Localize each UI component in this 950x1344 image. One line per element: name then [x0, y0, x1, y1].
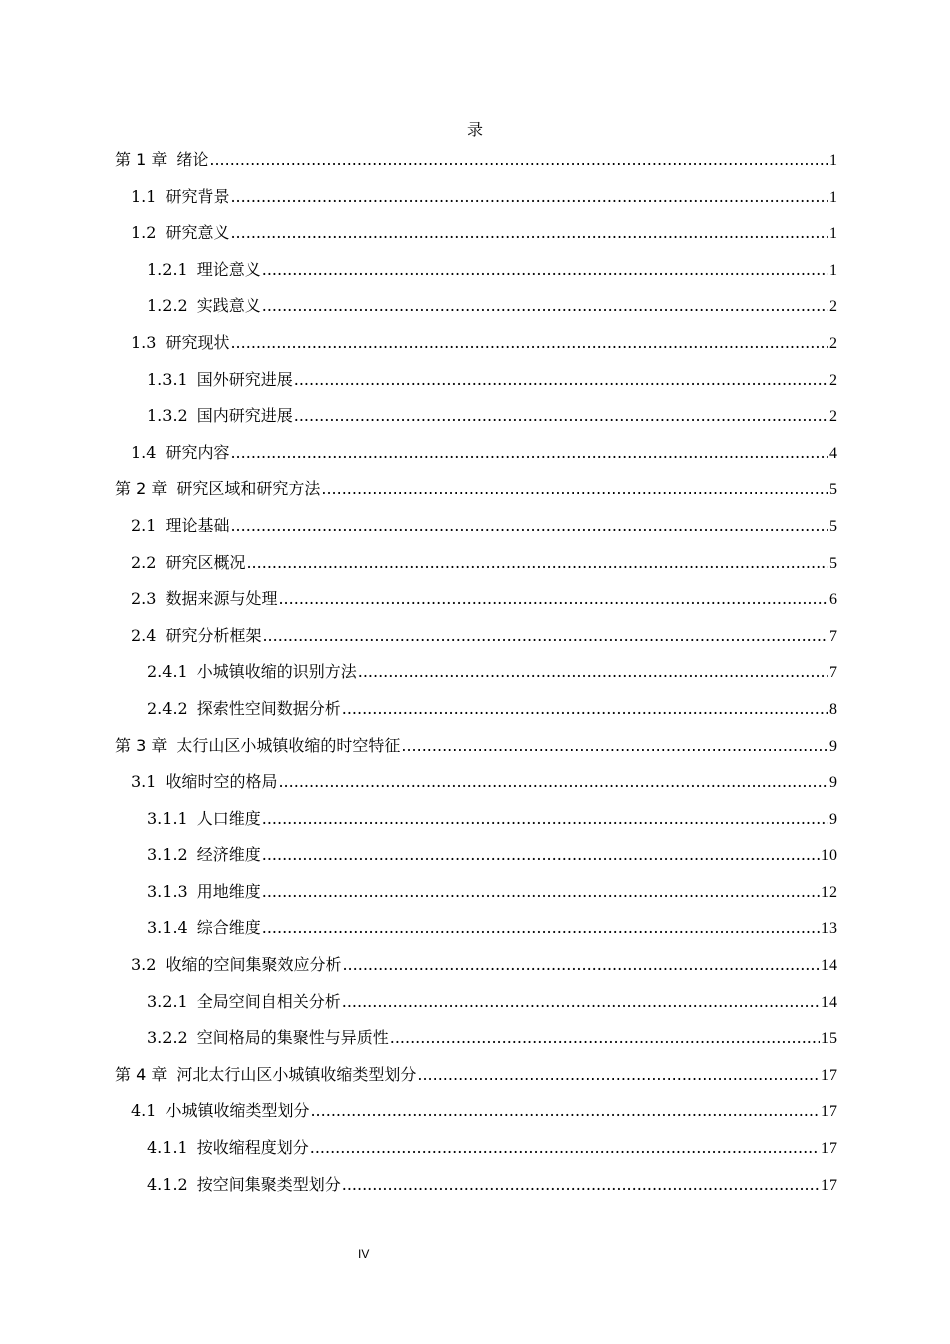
- toc-entry-page: 2: [829, 408, 837, 426]
- toc-entry[interactable]: [115, 581, 837, 618]
- toc-entry-page: 1: [829, 152, 837, 169]
- toc-entry-label: 研究现状: [165, 332, 230, 352]
- toc-entry-page: 5: [829, 481, 837, 499]
- toc-entry-label: 收缩的空间集聚效应分析: [165, 955, 342, 975]
- dot-leader: [278, 581, 828, 618]
- toc-entry-page: 4: [829, 444, 837, 462]
- toc-entry-page: 7: [829, 664, 837, 682]
- toc-entry[interactable]: [115, 801, 837, 838]
- toc-entry-label: 探索性空间数据分析: [196, 698, 341, 718]
- toc-entry-number: 4.1.2: [147, 1174, 188, 1194]
- toc-entry[interactable]: [115, 691, 837, 728]
- toc-entry-number: 3.1: [131, 772, 157, 792]
- dot-leader: [262, 910, 820, 947]
- toc-entry-label: 经济维度: [196, 845, 261, 865]
- toc-entry[interactable]: [115, 618, 837, 655]
- toc-entry[interactable]: [115, 252, 837, 289]
- toc-entry-number: 1.3: [131, 332, 157, 352]
- toc-entry-label: 研究分析框架: [165, 625, 262, 645]
- toc-entry-page: 17: [821, 1066, 837, 1084]
- toc-entry-number: 3.1.2: [147, 845, 188, 865]
- toc-entry[interactable]: [115, 1093, 837, 1130]
- toc-entry-number: 3.2.1: [147, 991, 188, 1011]
- toc-entry-number: 3.2.2: [147, 1028, 188, 1048]
- toc-entry[interactable]: [115, 471, 837, 508]
- dot-leader: [417, 1057, 820, 1094]
- toc-entry-page: 10: [821, 847, 837, 865]
- toc-entry[interactable]: [115, 1020, 837, 1057]
- toc-entry-label: 小城镇收缩类型划分: [165, 1101, 310, 1121]
- toc-entry-label: 理论意义: [196, 259, 261, 279]
- toc-entry-label: 太行山区小城镇收缩的时空特征: [176, 735, 401, 755]
- toc-entry-number: 2.3: [131, 589, 157, 609]
- toc-entry-page: 17: [821, 1103, 837, 1121]
- dot-leader: [230, 179, 828, 216]
- toc-entry-page: 12: [821, 883, 837, 901]
- dot-leader: [342, 947, 820, 984]
- toc-entry-number: 4.1: [131, 1101, 157, 1121]
- toc-entry-label: 综合维度: [196, 918, 261, 938]
- toc-entry-label: 用地维度: [196, 881, 261, 901]
- toc-entry-page: 9: [829, 810, 837, 828]
- toc-entry-number: 3.1.3: [147, 881, 188, 901]
- dot-leader: [310, 1130, 820, 1167]
- toc-entry[interactable]: [115, 215, 837, 252]
- toc-entry-label: 全局空间自相关分析: [196, 991, 341, 1011]
- toc-entry[interactable]: [115, 288, 837, 325]
- dot-leader: [209, 142, 828, 179]
- toc-entry[interactable]: [115, 545, 837, 582]
- toc-entry-number: 1.2.1: [147, 259, 188, 279]
- toc-entry-label: 按收缩程度划分: [196, 1138, 309, 1158]
- toc-entry[interactable]: [115, 508, 837, 545]
- page-number: IV: [358, 1247, 370, 1261]
- dot-leader: [230, 435, 828, 472]
- toc-entry-page: 5: [829, 517, 837, 535]
- toc-entry-number: 4.1.1: [147, 1138, 188, 1158]
- toc-entry-page: 17: [821, 1140, 837, 1158]
- dot-leader: [342, 1167, 820, 1204]
- dot-leader: [390, 1020, 820, 1057]
- dot-leader: [294, 398, 828, 435]
- dot-leader: [262, 288, 828, 325]
- toc-entry-number: 2.4: [131, 625, 157, 645]
- toc-entry-number: 第 2 章: [115, 479, 168, 499]
- toc-entry[interactable]: [115, 362, 837, 399]
- toc-entry-label: 国内研究进展: [196, 406, 293, 426]
- toc-entry-number: 1.3.1: [147, 369, 188, 389]
- toc-entry-label: 河北太行山区小城镇收缩类型划分: [176, 1064, 417, 1084]
- dot-leader: [246, 545, 828, 582]
- toc-entry-page: 9: [829, 737, 837, 755]
- toc-entry-number: 1.4: [131, 442, 157, 462]
- toc-entry[interactable]: [115, 435, 837, 472]
- dot-leader: [262, 874, 820, 911]
- toc-entry-number: 2.4.1: [147, 662, 188, 682]
- toc-entry[interactable]: [115, 874, 837, 911]
- table-of-contents: [115, 142, 837, 1203]
- toc-entry-page: 1: [829, 188, 837, 206]
- toc-entry-page: 17: [821, 1176, 837, 1194]
- toc-entry-number: 1.2.2: [147, 296, 188, 316]
- toc-entry[interactable]: [115, 947, 837, 984]
- toc-entry-label: 研究内容: [165, 442, 230, 462]
- toc-entry-page: 14: [821, 957, 837, 975]
- toc-entry-number: 2.1: [131, 515, 157, 535]
- toc-entry-page: 6: [829, 591, 837, 609]
- dot-leader: [262, 837, 820, 874]
- toc-entry-number: 3.1.4: [147, 918, 188, 938]
- toc-entry-page: 5: [829, 554, 837, 572]
- dot-leader: [321, 471, 828, 508]
- toc-entry-label: 实践意义: [196, 296, 261, 316]
- toc-entry-number: 第 1 章: [115, 150, 168, 169]
- dot-leader: [230, 325, 828, 362]
- toc-title: 录: [466, 120, 483, 139]
- toc-entry-number: 第 3 章: [115, 735, 168, 755]
- toc-entry-page: 1: [829, 225, 837, 243]
- dot-leader: [342, 691, 828, 728]
- toc-entry[interactable]: [115, 325, 837, 362]
- toc-entry-number: 3.1.1: [147, 808, 188, 828]
- dot-leader: [230, 508, 828, 545]
- toc-entry-number: 2.4.2: [147, 698, 188, 718]
- toc-entry-page: 1: [829, 261, 837, 279]
- toc-entry[interactable]: [115, 142, 837, 179]
- toc-entry-page: 13: [821, 920, 837, 938]
- dot-leader: [230, 215, 828, 252]
- toc-entry-label: 按空间集聚类型划分: [196, 1174, 341, 1194]
- toc-entry-label: 人口维度: [196, 808, 261, 828]
- toc-entry-label: 理论基础: [165, 515, 230, 535]
- toc-entry-page: 8: [829, 700, 837, 718]
- toc-entry-page: 9: [829, 774, 837, 792]
- toc-entry-page: 2: [829, 334, 837, 352]
- toc-entry-label: 研究背景: [165, 186, 230, 206]
- dot-leader: [262, 252, 828, 289]
- toc-entry-label: 研究意义: [165, 223, 230, 243]
- toc-entry-number: 1.1: [131, 186, 157, 206]
- toc-entry-number: 1.2: [131, 223, 157, 243]
- toc-entry-page: 14: [821, 993, 837, 1011]
- toc-entry-label: 空间格局的集聚性与异质性: [196, 1028, 389, 1048]
- toc-entry-number: 1.3.2: [147, 406, 188, 426]
- toc-entry-label: 研究区域和研究方法: [176, 479, 321, 499]
- toc-entry-label: 国外研究进展: [196, 369, 293, 389]
- dot-leader: [401, 728, 828, 765]
- dot-leader: [358, 654, 828, 691]
- dot-leader: [342, 984, 820, 1021]
- toc-entry-label: 小城镇收缩的识别方法: [196, 662, 357, 682]
- toc-entry-page: 2: [829, 298, 837, 316]
- toc-entry-label: 研究区概况: [165, 552, 246, 572]
- dot-leader: [262, 801, 828, 838]
- toc-entry[interactable]: [115, 764, 837, 801]
- toc-entry[interactable]: [115, 984, 837, 1021]
- toc-entry[interactable]: [115, 1057, 837, 1094]
- toc-entry[interactable]: [115, 728, 837, 765]
- toc-entry[interactable]: [115, 398, 837, 435]
- toc-entry-label: 数据来源与处理: [165, 589, 278, 609]
- toc-entry-label: 收缩时空的格局: [165, 772, 278, 792]
- toc-entry-number: 第 4 章: [115, 1064, 168, 1084]
- toc-entry-label: 绪论: [176, 150, 209, 169]
- toc-entry[interactable]: [115, 910, 837, 947]
- toc-entry[interactable]: [115, 1167, 837, 1204]
- toc-entry[interactable]: [115, 1130, 837, 1167]
- dot-leader: [278, 764, 828, 801]
- dot-leader: [294, 362, 828, 399]
- toc-entry[interactable]: [115, 654, 837, 691]
- toc-entry-page: 7: [829, 627, 837, 645]
- toc-entry[interactable]: [115, 179, 837, 216]
- toc-entry-number: 2.2: [131, 552, 157, 572]
- toc-entry-number: 3.2: [131, 955, 157, 975]
- dot-leader: [262, 618, 828, 655]
- toc-entry[interactable]: [115, 837, 837, 874]
- toc-entry-page: 15: [821, 1030, 837, 1048]
- toc-entry-page: 2: [829, 371, 837, 389]
- dot-leader: [310, 1093, 820, 1130]
